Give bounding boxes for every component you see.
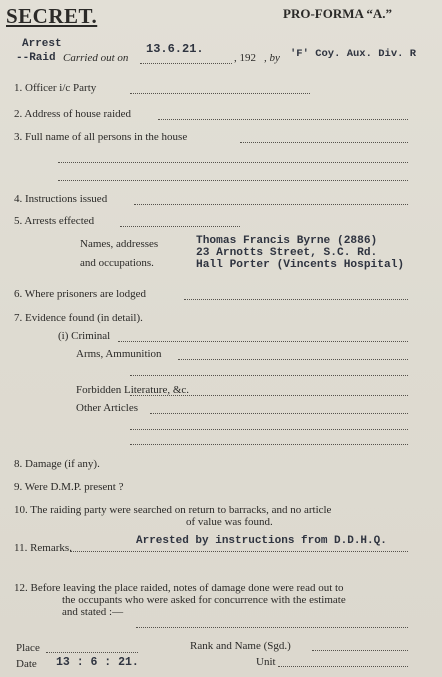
carried-out-on-label: Carried out on [63, 52, 129, 64]
item-address: 2. Address of house raided [14, 108, 132, 120]
criminal-label: (i) Criminal [58, 330, 111, 342]
unit-typed: 'F' Coy. Aux. Div. R [290, 48, 417, 60]
arrest-occupation: Hall Porter (Vincents Hospital) [196, 259, 405, 271]
raid-date: 13.6.21. [146, 42, 204, 56]
place-line [46, 652, 138, 653]
prisoners-line [184, 299, 408, 300]
pro-forma-title: PRO-FORMA “A.” [283, 6, 393, 21]
item-prisoners-lodged: 6. Where prisoners are lodged [14, 288, 147, 300]
rank-name-label: Rank and Name (Sgd.) [190, 640, 291, 652]
item-dmp: 9. Were D.M.P. present ? [14, 481, 124, 493]
arms-line-2 [130, 375, 408, 376]
other-line-2 [130, 429, 408, 430]
names-label-1: Names, addresses [80, 238, 159, 250]
instructions-line [134, 204, 408, 205]
date-line [140, 63, 232, 64]
rank-name-line [312, 650, 408, 651]
item-evidence: 7. Evidence found (in detail). [14, 312, 143, 324]
arrest-typed: Arrest [22, 38, 62, 50]
other-line-1 [150, 413, 408, 414]
remarks-line [70, 551, 408, 552]
date-value: 13 : 6 : 21. [56, 656, 139, 669]
item-arrests: 5. Arrests effected [14, 215, 95, 227]
arms-line [178, 359, 408, 360]
arms-label: Arms, Ammunition [76, 348, 162, 360]
other-articles-label: Other Articles [76, 402, 139, 414]
full-name-line-3 [58, 180, 408, 181]
item-damage: 8. Damage (if any). [14, 458, 100, 470]
item-full-name: 3. Full name of all persons in the house [14, 131, 188, 143]
forbidden-line [130, 395, 408, 396]
stated-line [136, 627, 408, 628]
item-notes-3: and stated :— [62, 606, 124, 618]
by-label: , by [264, 52, 280, 64]
item-instructions: 4. Instructions issued [14, 193, 108, 205]
arrest-address: 23 Arnotts Street, S.C. Rd. [196, 247, 378, 259]
place-label: Place [16, 642, 40, 654]
arrest-name: Thomas Francis Byrne (2886) [196, 235, 378, 247]
item-notes-2: the occupants who were asked for concurrence with the estimate [62, 594, 346, 606]
full-name-line-2 [58, 162, 408, 163]
other-line-3 [130, 444, 408, 445]
year-suffix: , 192 [234, 52, 256, 64]
full-name-line-1 [240, 142, 408, 143]
item-searched-1: 10. The raiding party were searched on return to barracks, and no article [14, 504, 332, 516]
secret-heading: SECRET. [6, 4, 98, 28]
date-label: Date [16, 658, 37, 670]
item-notes-1: 12. Before leaving the place raided, notes of damage done were read out to [14, 582, 344, 594]
remarks-typed: Arrested by instructions from D.D.H.Q. [136, 535, 387, 547]
item-officer: 1. Officer i/c Party [14, 82, 97, 94]
forbidden-label: Forbidden Literature, &c. [76, 384, 190, 396]
unit-label: Unit [256, 656, 276, 668]
officer-line [130, 93, 310, 94]
item-remarks: 11. Remarks. [14, 542, 72, 554]
arrests-line [120, 226, 240, 227]
item-searched-2: of value was found. [186, 516, 273, 528]
address-line [158, 119, 408, 120]
names-label-2: and occupations. [80, 257, 154, 269]
criminal-line [118, 341, 408, 342]
unit-line [278, 666, 408, 667]
raid-struck: --Raid [16, 52, 56, 64]
